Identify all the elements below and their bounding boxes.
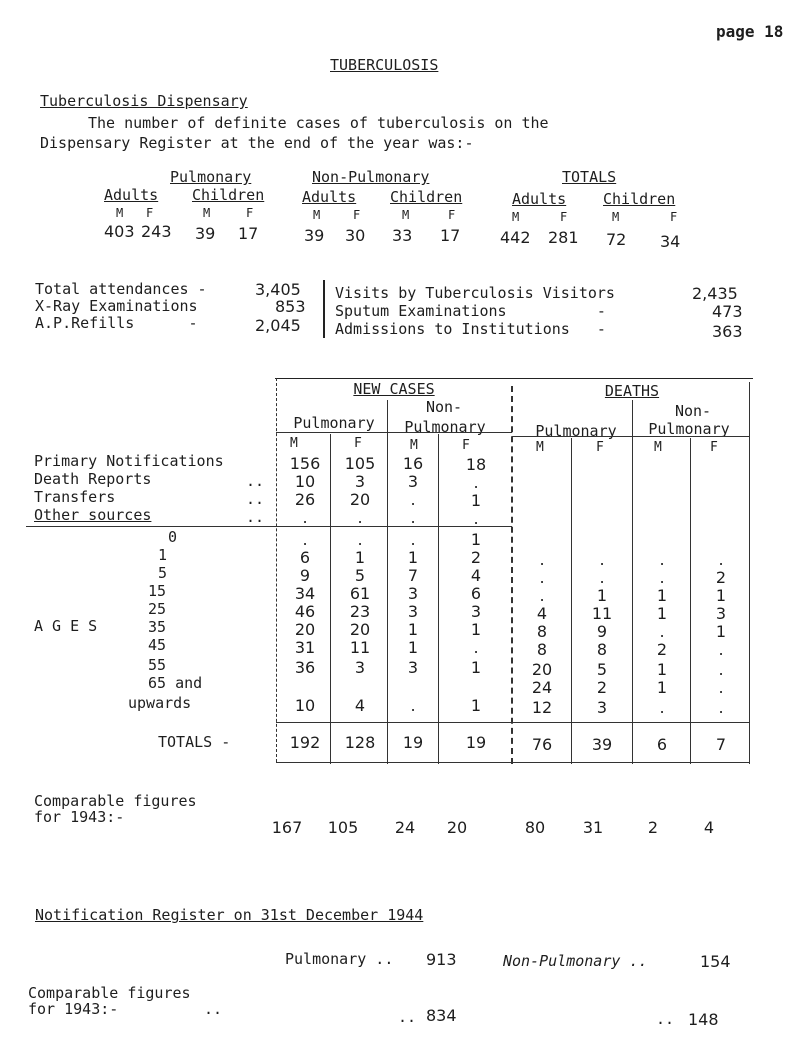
dots: .. [246, 490, 265, 508]
grid-line [276, 378, 277, 762]
table-cell: . [357, 508, 363, 528]
table-cell: 1 [470, 696, 482, 715]
total-cell: 128 [344, 733, 376, 752]
visit-label: Sputum Examinations - [335, 302, 606, 320]
table-cell: 1 [656, 586, 668, 605]
table-cell: 20 [349, 490, 371, 510]
table-cell: 5 [354, 566, 366, 585]
grid-line [512, 436, 750, 437]
grid-line [632, 400, 633, 764]
table-cell: 1 [656, 660, 668, 679]
table-cell: . [718, 660, 724, 679]
deaths-heading: DEATHS [604, 382, 660, 400]
table-cell: 1 [470, 530, 482, 549]
table-cell: . [410, 490, 416, 510]
table-cell: . [718, 550, 724, 569]
grid-line [511, 386, 513, 764]
sex-f: F [246, 206, 254, 220]
table-cell: 3 [715, 604, 727, 623]
table-cell: 7 [407, 566, 419, 585]
table-cell: 3 [407, 584, 419, 603]
grid-line [330, 434, 331, 764]
table-cell: . [302, 508, 308, 527]
table-cell: 34 [294, 584, 316, 603]
comparable-cell: 31 [582, 818, 604, 837]
table-cell: 4 [536, 604, 548, 623]
total-cell: 19 [465, 733, 487, 752]
row-label: Transfers [34, 488, 116, 506]
table-cell: 105 [344, 454, 376, 474]
table-top-rule [275, 378, 753, 379]
non-pulmonary-label: Pulmonary [648, 420, 730, 438]
pulmonary-label: Pulmonary [293, 414, 375, 432]
grid-line [26, 526, 512, 527]
sex-m: M [116, 206, 124, 220]
total-cell: 6 [656, 735, 668, 754]
page-title: TUBERCULOSIS [330, 56, 439, 74]
table-cell: . [659, 550, 665, 569]
table-cell: 23 [349, 602, 371, 621]
sex-f: F [560, 210, 568, 224]
visit-value: 363 [712, 322, 743, 341]
table-cell: . [473, 472, 479, 492]
table-cell: 8 [536, 640, 548, 659]
non-label: Non- [674, 402, 712, 420]
row-label: Other sources [34, 506, 152, 524]
table-cell: 1 [656, 604, 668, 623]
sub-children: Children [390, 188, 463, 206]
age-label: 55 [148, 656, 167, 674]
sex-m: M [512, 210, 520, 224]
new-cases-heading: NEW CASES [353, 380, 435, 398]
table-cell: . [659, 568, 665, 587]
col-f: F [596, 440, 604, 455]
table-cell: 9 [299, 566, 311, 585]
sub-adults: Adults [302, 188, 357, 206]
comparable-label: Comparable figures [34, 792, 197, 810]
grid-line [276, 432, 512, 433]
table-cell: 20 [294, 620, 316, 639]
table-cell: . [599, 568, 605, 587]
value: 34 [660, 232, 681, 251]
sub-adults: Adults [512, 190, 567, 208]
table-cell: 31 [294, 638, 316, 657]
grid-line [387, 400, 388, 764]
value: 72 [606, 230, 627, 249]
group-totals: TOTALS [562, 168, 617, 186]
table-cell: . [659, 698, 665, 717]
table-cell: 3 [596, 698, 608, 717]
col-m: M [410, 438, 418, 453]
table-cell: 1 [470, 658, 482, 677]
dots: .. [656, 1010, 675, 1028]
sex-m: M [203, 206, 211, 220]
sub-children: Children [603, 190, 676, 208]
visit-label: Admissions to Institutions - [335, 320, 606, 338]
table-cell: 36 [294, 658, 316, 677]
age-label: 5 [158, 564, 168, 582]
age-label: upwards [128, 694, 192, 712]
age-label: 0 [168, 528, 178, 546]
register-non-pulmonary-value: 154 [700, 952, 731, 971]
sex-m: M [313, 208, 321, 222]
age-label: 25 [148, 600, 167, 618]
table-cell: 1 [715, 586, 727, 605]
table-cell: . [718, 640, 724, 659]
table-cell: 156 [289, 454, 321, 473]
sub-children: Children [192, 186, 265, 204]
table-cell: 1 [407, 620, 419, 639]
table-cell: 20 [349, 620, 371, 639]
grid-line [276, 762, 750, 763]
attendance-label: X-Ray Examinations [35, 297, 198, 315]
register-comparable-label: Comparable figures [28, 984, 191, 1002]
age-label: 65 and [148, 674, 203, 692]
attendance-label: Total attendances - [35, 280, 207, 298]
table-cell: 1 [470, 490, 482, 510]
table-cell: 6 [299, 548, 311, 567]
value: 243 [141, 222, 172, 241]
page-number: page 18 [716, 22, 784, 41]
table-cell: . [718, 698, 724, 717]
table-cell: . [473, 638, 479, 657]
total-cell: 39 [591, 735, 613, 754]
value: 17 [440, 226, 461, 245]
table-cell: 26 [294, 490, 316, 509]
table-cell: 10 [294, 472, 316, 491]
group-non-pulmonary: Non-Pulmonary [312, 168, 430, 186]
comparable-label: for 1943:- [34, 808, 125, 826]
dots: .. [246, 472, 265, 490]
visit-value: 473 [712, 302, 743, 321]
dots: .. [246, 508, 265, 526]
col-m: M [654, 440, 662, 455]
col-f: F [710, 440, 718, 455]
table-cell: 1 [596, 586, 608, 605]
grid-line [438, 434, 439, 764]
table-cell: 9 [596, 622, 608, 641]
table-cell: . [410, 696, 416, 715]
table-cell: 16 [402, 454, 424, 474]
value: 39 [195, 224, 216, 243]
table-cell: 6 [470, 584, 482, 603]
sex-m: M [402, 208, 410, 222]
table-cell: 4 [470, 566, 482, 585]
table-cell: 3 [407, 602, 419, 621]
value: 442 [500, 228, 531, 247]
table-cell: 11 [591, 604, 613, 623]
dispensary-intro-2: Dispensary Register at the end of the year was:- [40, 134, 474, 152]
non-pulmonary-label: Pulmonary [404, 418, 486, 436]
table-cell: 11 [349, 638, 371, 657]
age-label: 1 [158, 546, 168, 564]
col-m: M [290, 436, 298, 451]
value: 30 [345, 226, 366, 245]
table-cell: 3 [407, 472, 419, 492]
table-cell: 1 [354, 548, 366, 567]
register-comparable-label: for 1943:- [28, 1000, 119, 1018]
col-f: F [354, 436, 362, 451]
row-label: Death Reports [34, 470, 152, 488]
pulmonary-label: Pulmonary [535, 422, 617, 440]
table-cell: 61 [349, 584, 371, 603]
divider [323, 280, 328, 338]
comparable-cell: 20 [446, 818, 468, 837]
table-cell: 3 [470, 602, 482, 621]
comparable-cell: 2 [647, 818, 659, 837]
totals-label: TOTALS - [158, 733, 231, 751]
table-cell: . [718, 678, 724, 697]
table-cell: 10 [294, 696, 316, 715]
value: 17 [238, 224, 259, 243]
table-cell: . [410, 530, 416, 549]
table-cell: . [357, 530, 363, 549]
sex-m: M [612, 210, 620, 224]
sex-f: F [353, 208, 361, 222]
table-cell: . [599, 550, 605, 569]
table-cell: . [473, 508, 479, 528]
table-cell: . [539, 550, 545, 569]
table-cell: 3 [354, 658, 366, 677]
comparable-cell: 4 [703, 818, 715, 837]
dispensary-heading: Tuberculosis Dispensary [40, 92, 248, 110]
table-cell: 46 [294, 602, 316, 621]
table-cell: 1 [407, 548, 419, 567]
table-cell: 2 [470, 548, 482, 567]
attendance-value: 853 [275, 297, 306, 316]
total-cell: 76 [531, 735, 553, 754]
table-cell: 2 [656, 640, 668, 659]
table-cell: 3 [407, 658, 419, 677]
sex-f: F [448, 208, 456, 222]
register-non-pulmonary-label: Non-Pulmonary .. [503, 952, 648, 970]
register-comparable-non-pulmonary: 148 [688, 1010, 719, 1029]
register-pulmonary-value: 913 [426, 950, 457, 969]
table-cell: . [539, 568, 545, 587]
table-cell: 2 [596, 678, 608, 697]
register-heading: Notification Register on 31st December 1944 [35, 906, 424, 924]
comparable-cell: 167 [271, 818, 303, 837]
age-label: 45 [148, 636, 167, 654]
attendance-value: 3,405 [255, 280, 301, 299]
dots: .. [204, 1000, 223, 1018]
table-cell: 20 [531, 660, 553, 679]
comparable-cell: 24 [394, 818, 416, 837]
grid-line [749, 382, 750, 764]
table-cell: 8 [536, 622, 548, 641]
attendance-value: 2,045 [255, 316, 301, 335]
table-cell: 5 [596, 660, 608, 679]
total-cell: 19 [402, 733, 424, 752]
comparable-cell: 80 [524, 818, 546, 837]
col-f: F [462, 438, 470, 453]
total-cell: 192 [289, 733, 321, 752]
value: 39 [304, 226, 325, 245]
dispensary-intro-1: The number of definite cases of tuberculosis on the [88, 114, 549, 132]
table-cell: 1 [715, 622, 727, 641]
value: 281 [548, 228, 579, 247]
table-cell: 3 [354, 472, 366, 492]
table-cell: 12 [531, 698, 553, 717]
register-pulmonary-label: Pulmonary .. [285, 950, 394, 968]
age-label: 15 [148, 582, 167, 600]
table-cell: 18 [465, 454, 487, 474]
table-cell: . [539, 586, 545, 605]
age-label: 35 [148, 618, 167, 636]
ages-label: A G E S [34, 617, 98, 635]
col-m: M [536, 440, 544, 455]
sub-adults: Adults [104, 186, 159, 204]
table-cell: 1 [656, 678, 668, 697]
group-pulmonary: Pulmonary [170, 168, 252, 186]
comparable-cell: 105 [327, 818, 359, 837]
table-cell: 8 [596, 640, 608, 659]
value: 403 [104, 222, 135, 241]
sex-f: F [670, 210, 678, 224]
dots: .. [398, 1008, 417, 1026]
table-cell: 1 [407, 638, 419, 657]
grid-line [690, 438, 691, 764]
table-cell: 1 [470, 620, 482, 639]
table-cell: 2 [715, 568, 727, 587]
table-cell: . [659, 622, 665, 641]
row-label: Primary Notifications [34, 452, 224, 470]
non-label: Non- [425, 398, 463, 416]
table-cell: . [302, 530, 308, 549]
table-cell: . [410, 508, 416, 528]
total-cell: 7 [715, 735, 727, 754]
grid-line [571, 438, 572, 764]
visit-label: Visits by Tuberculosis Visitors [335, 284, 615, 302]
value: 33 [392, 226, 413, 245]
table-cell: 4 [354, 696, 366, 715]
sex-f: F [146, 206, 154, 220]
table-cell: 24 [531, 678, 553, 697]
attendance-label: A.P.Refills - [35, 314, 198, 332]
grid-line [276, 722, 750, 723]
register-comparable-pulmonary: 834 [426, 1006, 457, 1025]
visit-value: 2,435 [692, 284, 738, 303]
